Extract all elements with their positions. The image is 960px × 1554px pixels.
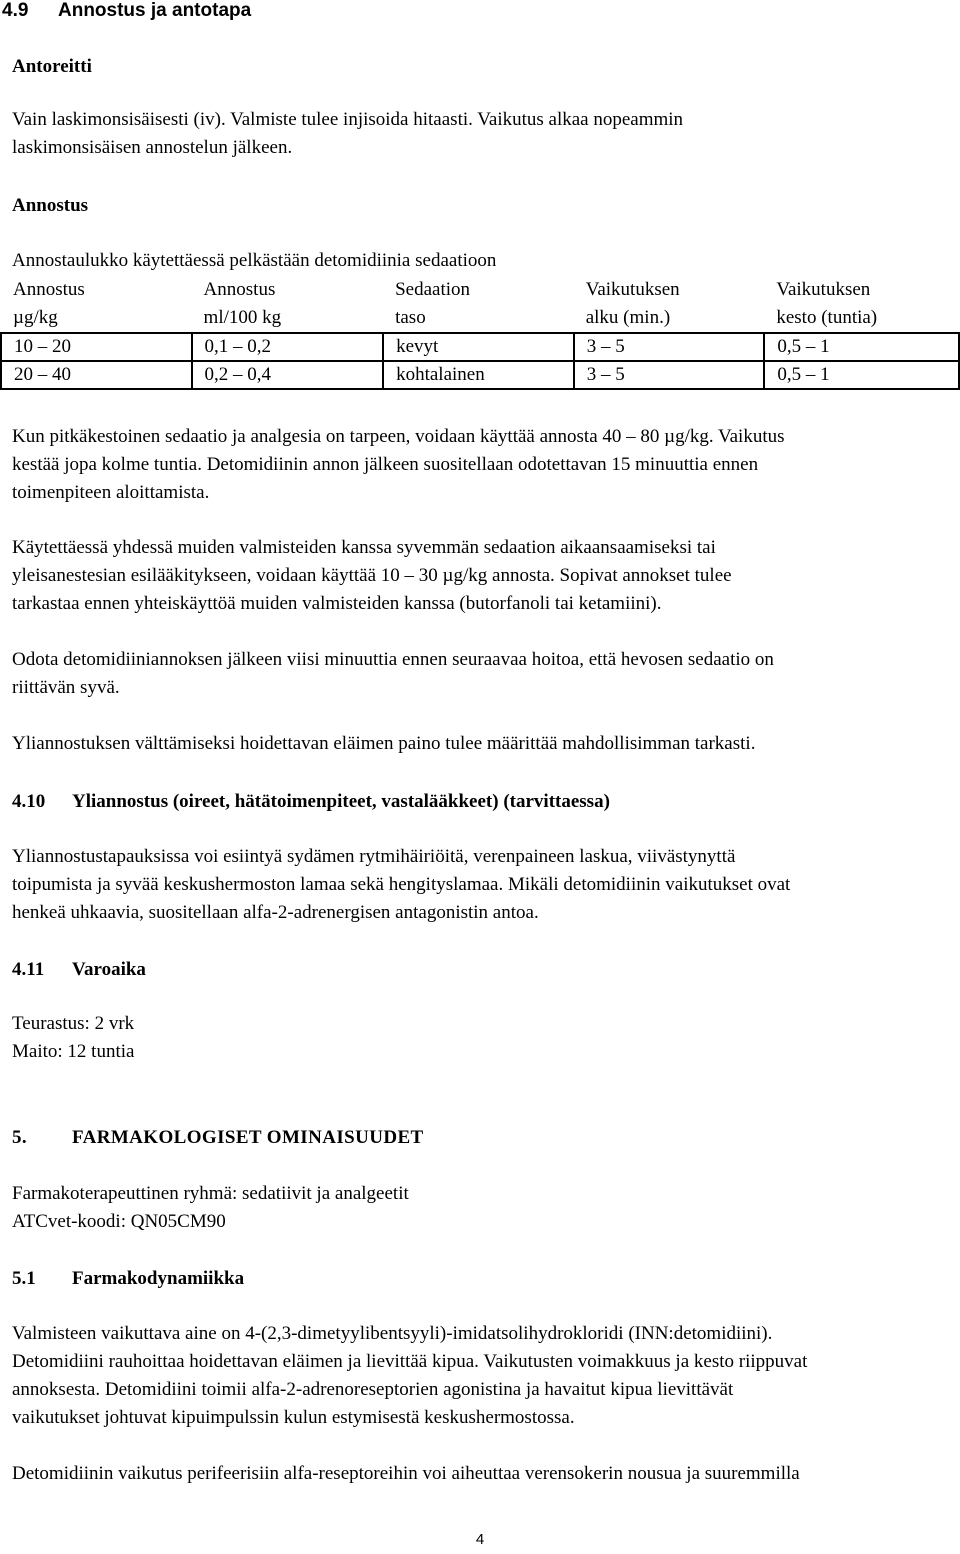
section-4-10-heading: [12, 788, 948, 816]
table-cell: 3 – 5: [574, 333, 765, 361]
column-header: [1, 276, 192, 333]
dose-table-title: Annostaulukko käytettäessä pelkästään detomidiinia sedaatioon: [12, 250, 497, 271]
column-header: [192, 276, 384, 333]
table-cell: kevyt: [383, 333, 574, 361]
table-cell: 0,1 – 0,2: [192, 333, 384, 361]
section-title: Varoaika: [72, 959, 146, 980]
paragraph-line: toimenpiteen aloittamista.: [12, 482, 210, 503]
paragraph-line: Teurastus: 2 vrk: [12, 1013, 135, 1034]
column-header-line: Annostus: [13, 279, 85, 300]
column-header-line: ml/100 kg: [203, 307, 282, 328]
pharmacodynamics-paragraph: [12, 1320, 948, 1432]
column-header: [764, 276, 959, 333]
weight-paragraph: [12, 730, 948, 758]
table-cell: 10 – 20: [1, 333, 192, 361]
table-cell: 0,2 – 0,4: [192, 361, 384, 389]
overdose-paragraph: [12, 843, 948, 927]
antoreitti-heading: Antoreitti: [12, 56, 92, 77]
paragraph-line: Detomidiini rauhoittaa hoidettavan eläimen ja lievittää kipua. Vaikutusten voimakkuus ja kesto riippuvat: [12, 1351, 808, 1372]
annostus-heading: Annostus: [12, 195, 89, 216]
dose-table-header: [1, 276, 959, 333]
section-4-9-heading: [0, 0, 251, 25]
section-title: FARMAKOLOGISET OMINAISUUDET: [72, 1127, 424, 1148]
table-cell: 0,5 – 1: [764, 361, 959, 389]
column-header-line: µg/kg: [13, 307, 58, 328]
peripheral-effect-paragraph: [12, 1460, 948, 1488]
withdrawal-period: [12, 1010, 948, 1066]
paragraph-line: laskimonsisäisen annostelun jälkeen.: [12, 137, 293, 158]
paragraph-line: ATCvet-koodi: QN05CM90: [12, 1211, 226, 1232]
paragraph-line: Valmisteen vaikuttava aine on 4-(2,3-dimetyylibentsyyli)-imidatsolihydrokloridi (INN:detomidiini).: [12, 1323, 773, 1344]
paragraph-line: vaikutukset johtuvat kipuimpulssin kulun estymisestä keskushermostossa.: [12, 1407, 575, 1428]
section-number: 5.1: [12, 1268, 36, 1289]
paragraph-line: Maito: 12 tuntia: [12, 1041, 135, 1062]
table-cell: 0,5 – 1: [764, 333, 959, 361]
section-5-heading: [12, 1124, 948, 1152]
table-cell: kohtalainen: [383, 361, 574, 389]
column-header-line: Sedaation: [395, 279, 471, 300]
section-4-11-heading: [12, 956, 948, 984]
section-title: Yliannostus (oireet, hätätoimenpiteet, vastalääkkeet) (tarvittaessa): [72, 791, 610, 812]
column-header-line: Annostus: [203, 279, 276, 300]
paragraph-line: riittävän syvä.: [12, 677, 120, 698]
column-header: [574, 276, 765, 333]
paragraph-line: kestää jopa kolme tuntia. Detomidiinin annon jälkeen suositellaan odotettavan 15 minuuttia ennen: [12, 454, 759, 475]
long-sedation-paragraph: [12, 423, 948, 507]
dose-table: [0, 276, 960, 390]
combination-paragraph: [12, 534, 948, 618]
paragraph-line: Farmakoterapeuttinen ryhmä: sedatiivit ja analgeetit: [12, 1183, 409, 1204]
paragraph-line: Odota detomidiiniannoksen jälkeen viisi minuuttia ennen seuraavaa hoitoa, että hevosen sedaatio on: [12, 649, 774, 670]
paragraph-line: yleisanestesian esilääkitykseen, voidaan käyttää 10 – 30 µg/kg annosta. Sopivat annokset tulee: [12, 565, 732, 586]
table-cell: 20 – 40: [1, 361, 192, 389]
wait-paragraph: [12, 646, 948, 702]
section-title: Annostus ja antotapa: [58, 0, 252, 21]
paragraph-line: Detomidiinin vaikutus perifeerisiin alfa-reseptoreihin voi aiheuttaa verensokerin nousua ja suuremmilla: [12, 1463, 800, 1484]
paragraph-line: Käytettäessä yhdessä muiden valmisteiden kanssa syvemmän sedaation aikaansaamiseksi tai: [12, 537, 716, 558]
column-header-line: taso: [395, 307, 426, 328]
page-number: 4: [475, 1531, 485, 1548]
column-header: [383, 276, 574, 333]
paragraph-line: Yliannostuksen välttämiseksi hoidettavan eläimen paino tulee määrittää mahdollisimman tarkasti.: [12, 733, 756, 754]
paragraph-line: Yliannostustapauksissa voi esiintyä sydämen rytmihäiriöitä, verenpaineen laskua, viivästynyttä: [12, 846, 736, 867]
section-number: 4.9: [2, 0, 29, 21]
section-number: 5.: [12, 1127, 28, 1148]
section-number: 4.10: [12, 791, 46, 812]
paragraph-line: Vain laskimonsisäisesti (iv). Valmiste tulee injisoida hitaasti. Vaikutus alkaa nopeammin: [12, 109, 684, 130]
paragraph-line: toipumista ja syvää keskushermoston lamaa sekä hengityslamaa. Mikäli detomidiinin vaikutukset ovat: [12, 874, 791, 895]
column-header-line: Vaikutuksen: [585, 279, 680, 300]
section-number: 4.11: [12, 959, 45, 980]
column-header-line: Vaikutuksen: [776, 279, 871, 300]
section-title: Farmakodynamiikka: [72, 1268, 245, 1289]
table-row: [1, 361, 959, 389]
section-5-1-heading: [12, 1265, 948, 1293]
paragraph-line: tarkastaa ennen yhteiskäyttöä muiden valmisteiden kanssa (butorfanoli tai ketamiini).: [12, 593, 662, 614]
column-header-line: alku (min.): [585, 307, 671, 328]
table-cell: 3 – 5: [574, 361, 765, 389]
paragraph-line: Kun pitkäkestoinen sedaatio ja analgesia on tarpeen, voidaan käyttää annosta 40 – 80 µg/kg. Vaikutus: [12, 426, 785, 447]
pharmacotherapeutic-group: [12, 1180, 948, 1236]
table-row: [1, 333, 959, 361]
antoreitti-paragraph: [12, 106, 948, 162]
paragraph-line: annoksesta. Detomidiini toimii alfa-2-adrenoreseptorien agonistina ja havaitut kipua lievittävät: [12, 1379, 734, 1400]
column-header-line: kesto (tuntia): [776, 307, 878, 328]
paragraph-line: henkeä uhkaavia, suositellaan alfa-2-adrenergisen antagonistin antoa.: [12, 902, 539, 923]
